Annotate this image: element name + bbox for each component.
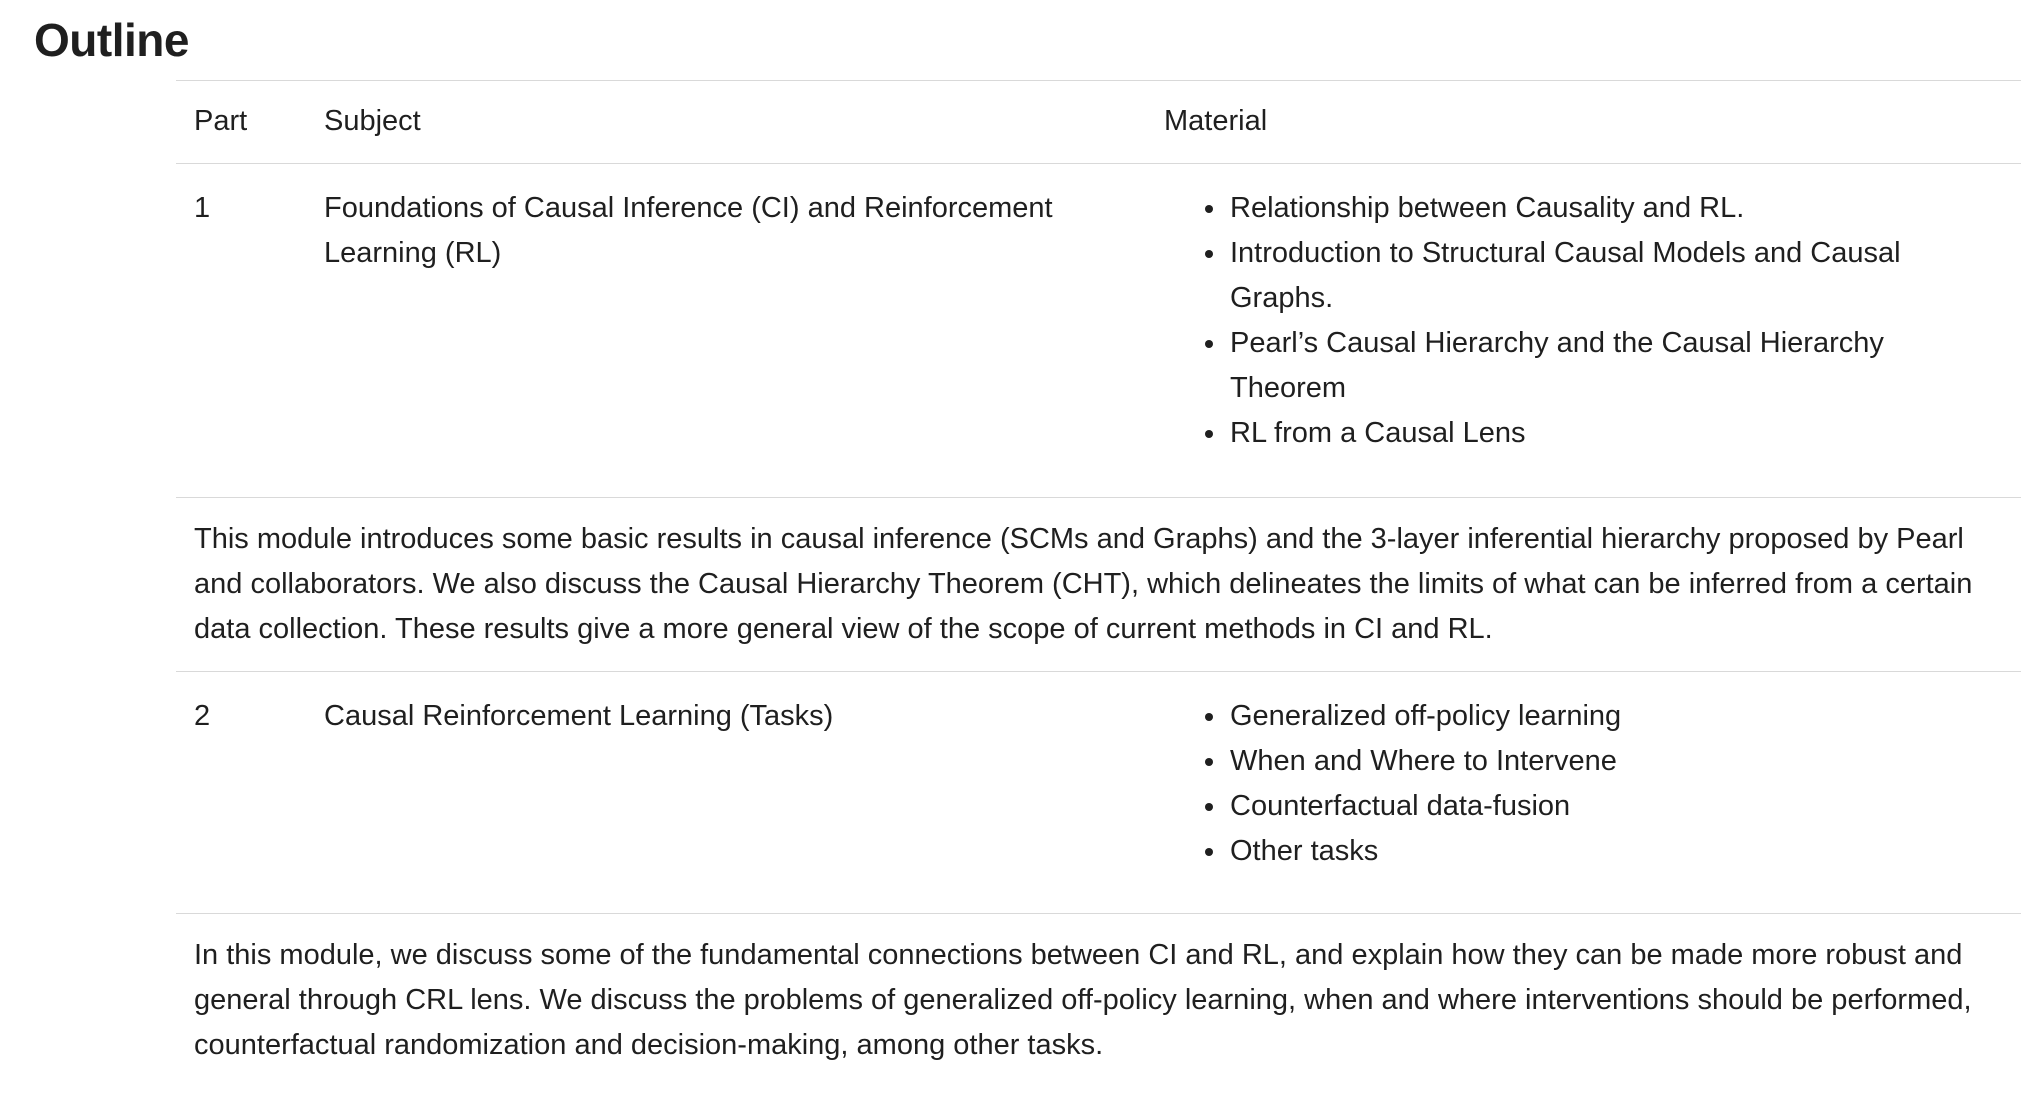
subject-text: Foundations of Causal Inference (CI) and Reinforcement Learning (RL) <box>324 192 1053 269</box>
material-item: • When and Where to Intervene <box>1228 739 2003 784</box>
material-item: • Relationship between Causality and RL. <box>1228 186 2003 231</box>
table-row <box>176 164 2021 498</box>
table-row <box>176 672 2021 914</box>
page-title: Outline <box>34 14 189 66</box>
part-number-cell: 1 <box>194 192 211 224</box>
material-item: • Introduction to Structural Causal Models and Causal Graphs. <box>1228 231 2003 321</box>
table-header-row <box>176 81 2021 164</box>
material-cell <box>1146 164 2021 498</box>
part-number-cell: 2 <box>194 700 211 732</box>
material-item: • Other tasks <box>1228 829 2003 874</box>
module-description-row <box>176 914 2021 1086</box>
module-description: In this module, we discuss some of the fundamental connections between CI and RL, and explain how they can be made more robust and general through CRL lens. We discuss the problems of generalized off-policy learning, when and where interventions should be performed, counterfactual randomization and decision-making, among other tasks. <box>194 939 1972 1061</box>
subject-text: Causal Reinforcement Learning (Tasks) <box>324 700 834 732</box>
module-description-row <box>176 498 2021 672</box>
material-item: • RL from a Causal Lens <box>1228 411 2003 456</box>
material-item: • Pearl’s Causal Hierarchy and the Causal Hierarchy Theorem <box>1228 321 2003 411</box>
material-item: • Generalized off-policy learning <box>1228 694 2003 739</box>
material-cell <box>1146 672 2021 914</box>
outline-table <box>176 80 2021 1086</box>
material-list <box>1164 186 2003 456</box>
material-list <box>1164 694 2003 874</box>
subject-cell <box>306 672 1146 914</box>
subject-cell <box>306 164 1146 498</box>
column-header-subject: Subject <box>324 105 421 137</box>
column-header-material: Material <box>1164 105 1268 137</box>
column-header-part: Part <box>194 105 248 137</box>
material-item: • Counterfactual data-fusion <box>1228 784 2003 829</box>
module-description: This module introduces some basic results in causal inference (SCMs and Graphs) and the 3-layer inferential hierarchy proposed by Pearl and collaborators. We also discuss the Causal Hierarchy Theorem (CHT), which delineates the limits of what can be inferred from a certain data collection. These results give a more general view of the scope of current methods in CI and RL. <box>194 523 1973 645</box>
